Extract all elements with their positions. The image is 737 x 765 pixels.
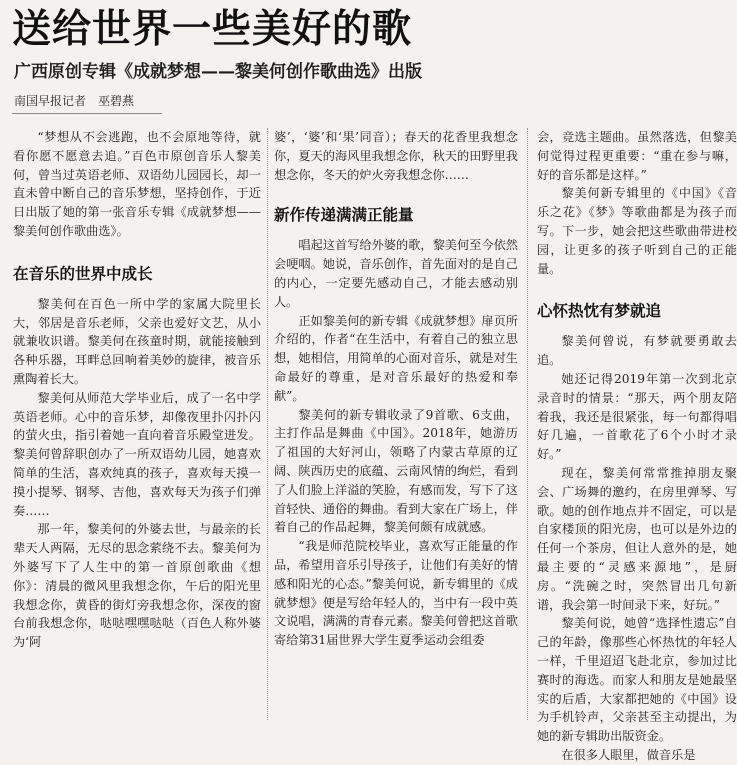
body-paragraph: 黎美何曾说，有梦就要勇敢去追。	[537, 334, 737, 368]
subheadline: 广西原创专辑《成就梦想——黎美何创作歌曲选》出版	[14, 62, 422, 82]
body-paragraph: 黎美何从师范大学毕业后，成了一名中学英语老师。心中的音乐梦，却像夜里扑闪扑闪的萤火虫，指引着她一直向着音乐殿堂进发。黎美何曾辞职创办了一所双语幼儿园，她喜欢简单的生活，喜欢纯真的孩子，喜欢每天摸一摸小提琴、钢琴、吉他，喜欢每天为孩子们弹奏……	[13, 390, 261, 518]
article-column-3	[537, 128, 737, 762]
body-paragraph: 黎美何新专辑里的《中国》《音乐之花》《梦》等歌曲都是为孩子而写。下一步，她会把这些歌曲带进校园，让更多的孩子听到自己的正能量。	[537, 186, 737, 276]
body-paragraph: 她还记得2019年第一次到北京录音时的情景：“那天，两个朋友陪着我，我还是很紧张，每一句都得唱好几遍，一首歌花了6个小时才录好。”	[537, 371, 737, 462]
byline: 南国早报记者 巫碧燕	[14, 94, 135, 108]
body-paragraph: 黎美何的新专辑收录了9首歌、6支曲，主打作品是舞曲《中国》。2018年，她游历了祖国的大好河山，领略了内蒙古草原的辽阔、陕西历史的底蕴、云南风情的绚烂，看到了人们脸上洋溢的笑脸，有感而发，写下了这首轻快、通俗的舞曲。看到大家在广场上，伴着自己的作品起舞，黎美何颇有成就感。	[274, 407, 518, 535]
body-paragraph: 正如黎美何的新专辑《成就梦想》扉页所介绍的，作者“在生活中，有着自己的独立思想，她相信，用简单的心面对音乐，就是对生命最好的尊重，是对音乐最好的热爱和奉献”。	[274, 313, 518, 403]
body-paragraph: “我是师范院校毕业，喜欢写正能量的作品，希望用音乐引导孩子，让他们有美好的情感和阳光的心态。”黎美何说，新专辑里的《成就梦想》便是写给年轻人的，当中有一段中英文说唱，满满的青春元素。黎美何曾把这首歌寄给第31届世界大学生夏季运动会组委	[274, 539, 518, 648]
intro-paragraph: “梦想从不会逃跑，也不会原地等待，就看你愿不愿意去追。”百色市原创音乐人黎美何，曾当过英语老师、双语幼儿园园长，却一直未曾中断自己的音乐梦想，坚持创作，于近日出版了她的第一张音乐专辑《成就梦想——黎美何创作歌曲选》。	[13, 130, 261, 238]
section-heading: 心怀热忱有梦就追	[537, 302, 662, 321]
column-divider	[527, 128, 528, 720]
section-heading: 新作传递满满正能量	[274, 206, 414, 225]
byline-underline	[12, 113, 162, 114]
body-paragraph: 黎美何在百色一所中学的家属大院里长大，邻居是音乐老师，父亲也爱好文艺，从小就兼收识谱。黎美何在孩童时期，就能接触到各种乐器，耳畔总回响着美妙的旋律，被音乐熏陶着长大。	[13, 296, 261, 386]
body-paragraph: 唱起这首写给外婆的歌，黎美何至今依然会哽咽。她说，音乐创作，首先面对的是自己的内心，一定要先感动自己，才能去感动别人。	[274, 238, 518, 309]
article-column-1	[13, 128, 261, 720]
headline: 送给世界一些美好的歌	[12, 7, 413, 52]
body-paragraph: 黎美何说，她曾“选择性遗忘”自己的年龄，像那些心怀热忱的年轻人一样，千里迢迢飞赴北京，参加过比赛时的海选。而家人和朋友是她最坚实的后盾，大家都把她的《中国》设为手机铃声，父亲甚至主动提出，为她的新专辑助出版资金。	[537, 616, 737, 744]
body-paragraph-continued: 婆’，‘婆’和‘果’同音）；春天的花香里我想念你，夏天的海风里我想念你，秋天的田野里我想念你，冬天的炉火旁我想念你……	[274, 130, 518, 182]
body-paragraph: 现在，黎美何常常推掉朋友聚会、广场舞的邀约，在房里弹琴、写歌。她的创作地点并不固定，可以是自家楼顶的阳光房，也可以是外边的任何一个茶房，但让人意外的是，她最主要的“灵感来源地”，是厨房。“洗碗之时，突然冒出几句新谱，我会第一时间录下来，好玩。”	[537, 465, 737, 612]
body-paragraph: 那一年，黎美何的外婆去世，与最亲的长辈天人两隔，无尽的思念萦绕不去。黎美何为外婆写下了人生中的第一首原创歌曲《想你》：清晨的微风里我想念你，午后的阳光里我想念你，黄昏的街灯旁我想念你，深夜的窗台前我想念你，哒哒嘿嘿哒哒（百色人称外婆为‘阿	[13, 522, 261, 650]
article-column-2	[274, 128, 518, 720]
column-divider	[267, 128, 268, 720]
body-paragraph: 在很多人眼里，做音乐是	[561, 747, 696, 762]
section-heading: 在音乐的世界中成长	[13, 264, 153, 283]
body-paragraph-continued: 会，竞选主题曲。虽然落选，但黎美何觉得过程更重要：“重在参与嘛，好的音乐都是这样。”	[537, 130, 737, 182]
